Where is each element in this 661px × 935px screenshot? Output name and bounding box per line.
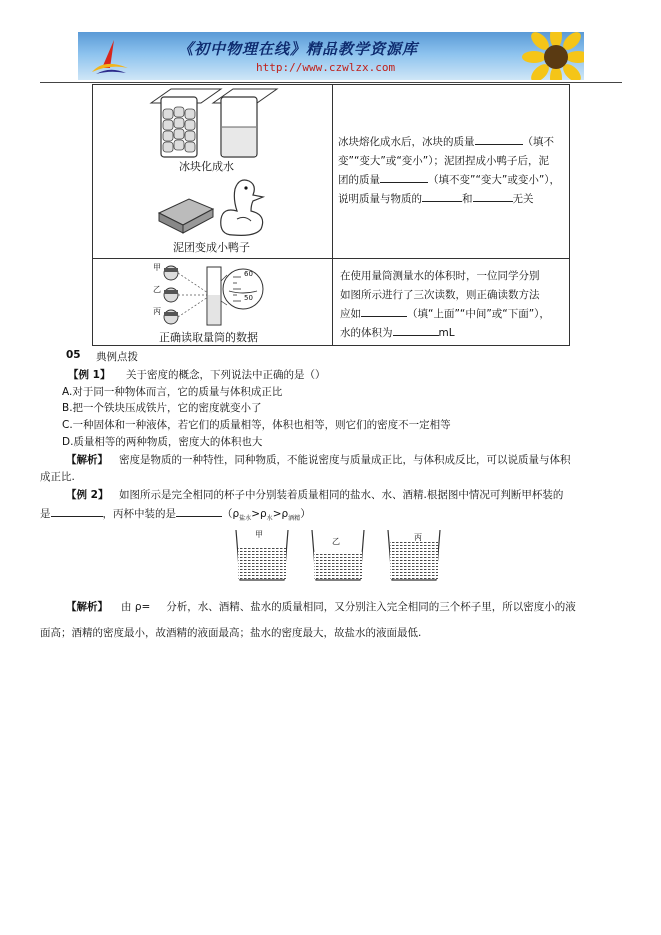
label-jia: 甲: [153, 263, 161, 272]
ex1-tag: 【例 1】: [68, 369, 111, 381]
blank-ice-mass[interactable]: [475, 133, 523, 145]
cup-label-yi: 乙: [332, 537, 340, 546]
ex1-analysis-line2: 成正比.: [40, 471, 75, 483]
tick-50: 50: [244, 294, 253, 302]
ex2-tag: 【例 2】: [66, 489, 109, 501]
ice-melting-figure: [149, 87, 279, 159]
blank-bing-cup[interactable]: [176, 505, 222, 517]
ex1-option-d[interactable]: D.质量相等的两种物质，密度大的体积也大: [62, 436, 263, 448]
label-bing: 丙: [153, 307, 161, 316]
row1-text: 冰块熔化成水后，冰块的质量 （填不 变”“变大”或“变小”）；泥团捏成小鸭子后，泥 团的质量 （填不变”“变大”或变小”）， 说明质量与物质的 和 无关: [338, 133, 568, 209]
tick-60: 60: [244, 270, 253, 278]
sunflower-icon: [520, 32, 584, 80]
blank-clay-mass[interactable]: [380, 171, 428, 183]
ex2-analysis-line2: 面高；酒精的密度最小，故酒精的液面最高；盐水的密度最大，故盐水的液面最低.: [40, 627, 422, 639]
cup-label-bing: 丙: [414, 533, 422, 542]
ex2-stem-line1: 如图所示是完全相同的杯子中分别装着质量相同的盐水、水、酒精.根据图中情况可判断甲杯装的: [119, 489, 564, 501]
clay-duck-figure: [155, 171, 275, 241]
caption-clay: 泥团变成小鸭子: [173, 241, 250, 254]
label-yi: 乙: [153, 285, 161, 294]
ex1-option-a[interactable]: A.对于同一种物体而言，它的质量与体积成正比: [62, 386, 283, 398]
blank-factor-1[interactable]: [422, 190, 462, 202]
ex1-analysis-tag: 【解析】: [66, 454, 108, 466]
ex2-stem-line2: 是 ，丙杯中装的是 $(\rho_{盐水}>\rho_水>\rho_{酒精})$: [40, 505, 311, 522]
ex1-stem: 关于密度的概念，下列说法中正确的是（）: [126, 369, 326, 381]
ex1-option-b[interactable]: B.把一个铁块压成铁片，它的密度就变小了: [62, 402, 262, 414]
banner-title: 《初中物理在线》精品教学资源库: [178, 40, 419, 58]
blank-reading-method[interactable]: [361, 305, 407, 317]
caption-cylinder: 正确读取量筒的数据: [159, 331, 258, 344]
row2-text: 在使用量筒测量水的体积时，一位同学分别 如图所示进行了三次读数，则正确读数方法 应如 （填“上面”“中间”或“下面”）， 水的体积为 mL: [340, 270, 550, 339]
blank-water-volume[interactable]: [393, 324, 439, 336]
header-rule: [40, 82, 622, 83]
banner-url[interactable]: http://www.czwlzx.com: [256, 61, 396, 74]
section-title: 典例点拨: [96, 351, 138, 363]
ex2-analysis-line1: 由 ρ= 分析，水、酒精、盐水的质量相同，又分别注入完全相同的三个杯子里，所以密度小的液: [121, 601, 576, 613]
ex1-analysis-line1: 密度是物质的一种特性，同种物质，不能说密度与质量成正比，与体积成反比，可以说质量与体积: [119, 454, 571, 466]
ex2-analysis-tag: 【解析】: [66, 601, 108, 613]
section-number: 05: [66, 349, 81, 361]
blank-factor-2[interactable]: [473, 190, 513, 202]
ex1-option-c[interactable]: C.一种固体和一种液体，若它们的质量相等，体积也相等，则它们的密度不一定相等: [62, 419, 451, 431]
header-banner: [78, 32, 584, 80]
cup-label-jia: 甲: [255, 530, 263, 539]
concept-table: [92, 84, 570, 346]
caption-ice: 冰块化成水: [179, 160, 234, 173]
blank-jia-cup[interactable]: [51, 505, 103, 517]
logo-icon: [84, 38, 132, 76]
